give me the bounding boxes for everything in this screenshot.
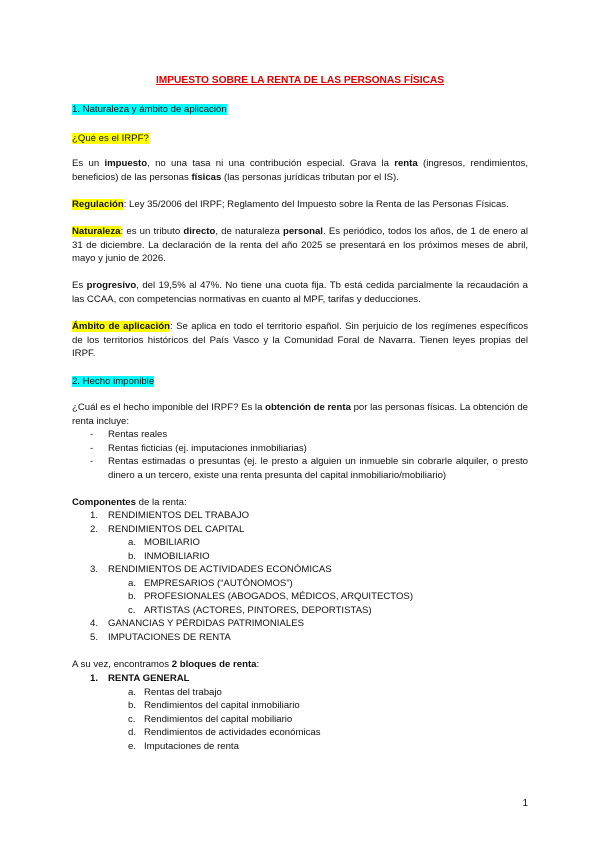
bloques-paragraph: A su vez, encontramos 2 bloques de renta:: [72, 659, 260, 670]
list-item-renta-general: 1. RENTA GENERAL a. Rentas del trabajo b. Rendimientos del capital inmobiliario c. Rendimientos del capital mobiliario d. Rendimientos de actividades económicas e. Imputaciones de renta: [72, 672, 528, 753]
list-item: 4. GANANCIAS Y PÉRDIDAS PATRIMONIALES: [90, 618, 305, 629]
list-item: 3. RENDIMIENTOS DE ACTIVIDADES ECONÓMICAS a. EMPRESARIOS (“AUTÓNOMOS”) b. PROFESIONALES (ABOGADOS, MÉDICOS, ARQUITECTOS) c. ARTISTAS (ACTORES, PINTORES, DEPORTISTAS): [72, 563, 528, 617]
list-item: - Rentas estimadas o presuntas (ej. le presto a alguien un inmueble sin cobrarle alquiler, o presto dinero a un tercero, existe una renta presunta del capital inmobiliario/mobiliario): [72, 455, 528, 482]
paragraph-naturaleza: Naturaleza: es un tributo directo, de naturaleza personal. Es periódico, todos los años, de 1 de enero al 31 de diciembre. La declaración de la renta del año 2025 se presentará en los próximos meses de abril, mayo y junio de 2026.: [72, 226, 529, 264]
bloques-list: [72, 672, 528, 753]
list-item: - Rentas reales: [72, 428, 528, 442]
list-item: 2. RENDIMIENTOS DEL CAPITAL a. MOBILIARIO b. INMOBILIARIO: [72, 523, 528, 564]
sub-list-item: b. INMOBILIARIO: [128, 550, 210, 562]
list-item: 1. RENDIMIENTOS DEL TRABAJO: [90, 510, 250, 521]
section-2-heading: 2. Hecho imponible: [72, 376, 155, 387]
section-1-heading: 1. Naturaleza y ámbito de aplicación: [72, 104, 227, 115]
sub-list-item: a. Rentas del trabajo: [128, 686, 222, 698]
componentes-list: [72, 509, 528, 644]
paragraph-definition: Es un impuesto, no una tasa ni una contribución especial. Grava la renta (ingresos, rendimientos, beneficios) de las personas físicas (las personas jurídicas tributan por el IS).: [72, 158, 529, 183]
document-title: IMPUESTO SOBRE LA RENTA DE LAS PERSONAS FÍSICAS: [155, 75, 445, 86]
sub-list-item: e. Imputaciones de renta: [128, 740, 239, 752]
sub-list-item: c. ARTISTAS (ACTORES, PINTORES, DEPORTISTAS): [128, 604, 372, 616]
sub-list-item: c. Rendimientos del capital mobiliario: [128, 713, 293, 725]
sub-list-item: b. Rendimientos del capital inmobiliario: [128, 700, 300, 711]
rentas-list: [72, 428, 528, 482]
sub-list-item: a. EMPRESARIOS (“AUTÓNOMOS”): [128, 577, 293, 589]
paragraph-regulacion: Regulación: Ley 35/2006 del IRPF; Reglamento del Impuesto sobre la Renta de las Personas Físicas.: [72, 199, 509, 210]
sub-list-item: b. PROFESIONALES (ABOGADOS, MÉDICOS, ARQUITECTOS): [128, 591, 414, 602]
sub-list-item: d. Rendimientos de actividades económicas: [128, 727, 321, 738]
list-item: 5. IMPUTACIONES DE RENTA: [90, 631, 231, 643]
paragraph-progresivo: Es progresivo, del 19,5% al 47%. No tiene una cuota fija. Tb está cedida parcialmente la recaudación a las CCAA, con competencias normativas en cuanto al MPF, tarifas y deducciones.: [72, 280, 528, 305]
paragraph-hecho-imponible: ¿Cuál es el hecho imponible del IRPF? Es la obtención de renta por las personas físicas. La obtención de renta incluye:: [72, 402, 528, 427]
question-heading: ¿Qué es el IRPF?: [72, 133, 149, 144]
componentes-heading: Componentes de la renta:: [72, 497, 187, 508]
paragraph-ambito: Ámbito de aplicación: Se aplica en todo el territorio español. Sin perjuicio de los regímenes específicos de los territorios históricos del País Vasco y la Comunidad Foral de Navarra. Tienen leyes propias del IRPF.: [72, 321, 528, 359]
sub-list-item: a. MOBILIARIO: [128, 537, 200, 548]
list-item: - Rentas ficticias (ej. imputaciones inmobiliarias): [72, 442, 528, 456]
page-number: 1: [522, 798, 528, 809]
